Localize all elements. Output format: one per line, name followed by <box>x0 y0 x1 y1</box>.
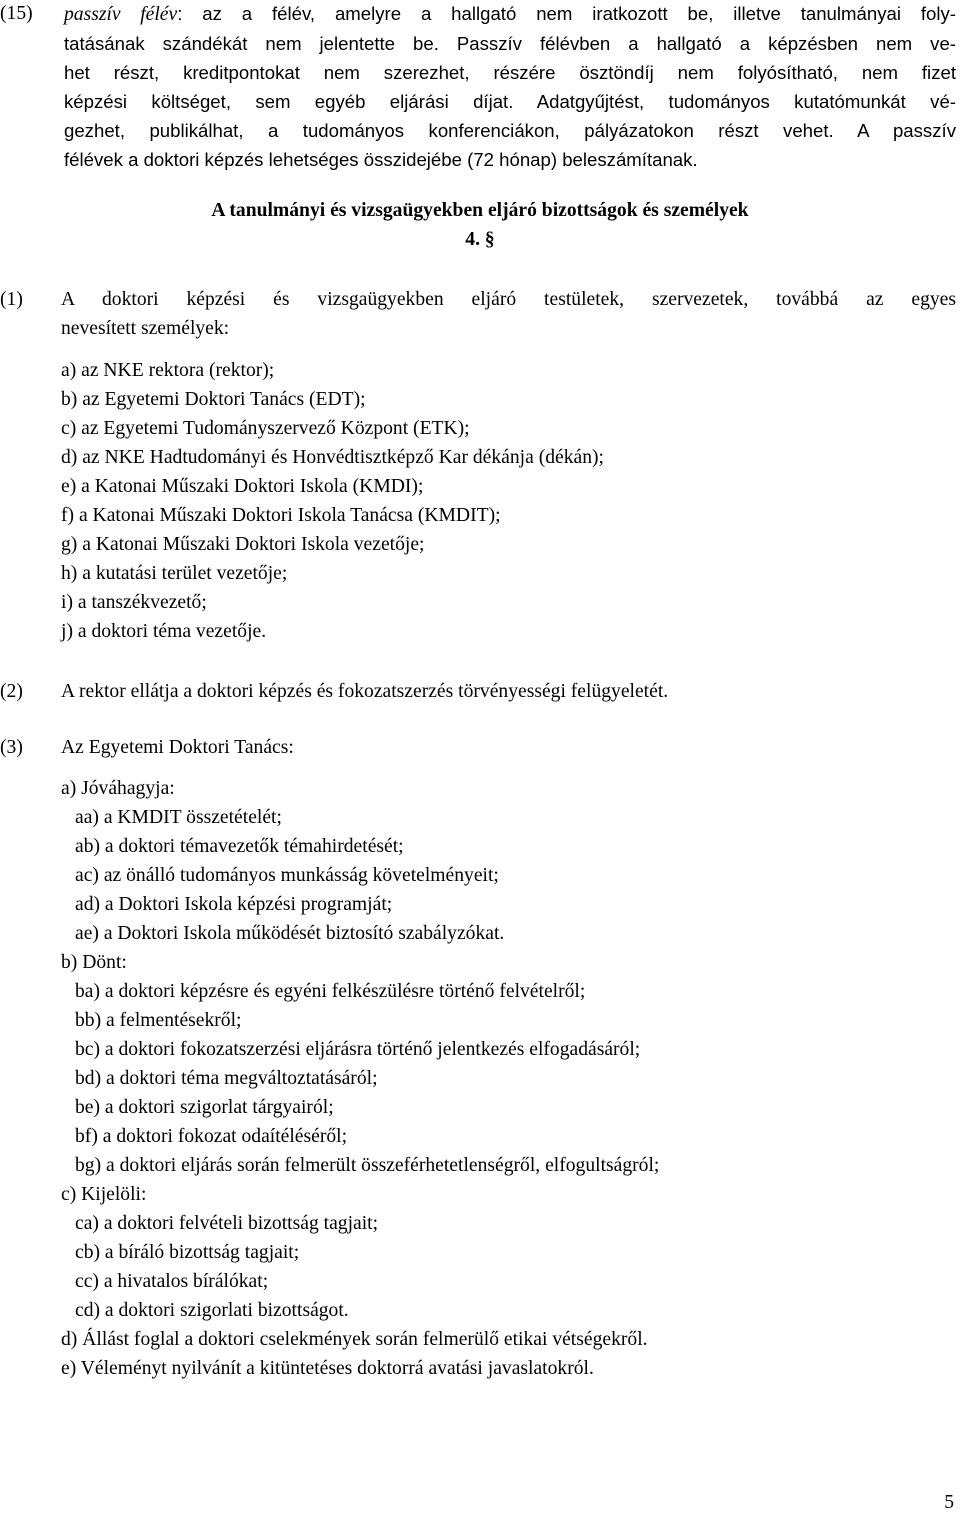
paragraph-line: gezhet, publikálhat, a tudományos konferenciákon, pályázatokon részt vehet. A passzív <box>64 120 956 141</box>
list-item: cb) a bíráló bizottság tagjait; <box>75 1242 300 1263</box>
list-item: j) a doktori téma vezetője. <box>61 621 267 642</box>
list-item: d) Állást foglal a doktori cselekmények során felmerülő etikai vétségekről. <box>61 1329 648 1350</box>
list-item: ac) az önálló tudományos munkásság követelményeit; <box>75 865 499 886</box>
paragraph-line: Az Egyetemi Doktori Tanács: <box>61 737 294 758</box>
list-item: e) Véleményt nyilvánít a kitüntetéses doktorrá avatási javaslatokról. <box>61 1358 594 1379</box>
list-item: e) a Katonai Műszaki Doktori Iskola (KMDI); <box>61 476 424 497</box>
page-number: 5 <box>944 1492 954 1513</box>
list-item: h) a kutatási terület vezetője; <box>61 563 288 584</box>
paragraph-number: (15) <box>0 3 33 24</box>
paragraph-number: (2) <box>0 681 23 702</box>
paragraph-line: A rektor ellátja a doktori képzés és fokozatszerzés törvényességi felügyeletét. <box>61 681 669 702</box>
paragraph-3 <box>0 733 956 762</box>
list-item: bf) a doktori fokozat odaítéléséről; <box>75 1126 348 1147</box>
defined-term: passzív félév <box>64 4 178 25</box>
paragraph-1 <box>0 285 956 343</box>
paragraph-line: nevesített személyek: <box>61 318 230 339</box>
list-item: a) az NKE rektora (rektor); <box>61 360 275 381</box>
section-heading: A tanulmányi és vizsgaügyekben eljáró bizottságok és személyek <box>211 200 749 221</box>
paragraph-2 <box>0 677 956 706</box>
list-item: ca) a doktori felvételi bizottság tagjait; <box>75 1213 379 1234</box>
paragraph-line: A doktori képzési és vizsgaügyekben eljáró testületek, szervezetek, továbbá az egyes <box>61 289 956 310</box>
list-item: aa) a KMDIT összetételét; <box>75 807 282 828</box>
body-list <box>61 774 659 1383</box>
paragraph-line: tatásának szándékát nem jelentette be. Passzív félévben a hallgató a képzésben nem ve- <box>64 33 956 54</box>
paragraph-number: (1) <box>0 289 23 310</box>
list-item: ad) a Doktori Iskola képzési programját; <box>75 894 393 915</box>
list-item: b) az Egyetemi Doktori Tanács (EDT); <box>61 389 366 410</box>
paragraph-number: (3) <box>0 737 23 758</box>
list-item: d) az NKE Hadtudományi és Honvédtisztképző Kar dékánja (dékán); <box>61 447 604 468</box>
list-item: ba) a doktori képzésre és egyéni felkészülésre történő felvételről; <box>75 981 586 1002</box>
paragraph-line: het részt, kreditpontokat nem szerezhet, részére ösztöndíj nem folyósítható, nem fizet <box>64 62 956 83</box>
list-item: cc) a hivatalos bírálókat; <box>75 1271 269 1292</box>
list-item: ae) a Doktori Iskola működését biztosító szabályzókat. <box>75 923 505 944</box>
list-item: a) Jóváhagyja: <box>61 778 175 799</box>
paragraph-15 <box>0 0 956 174</box>
list-item: i) a tanszékvezető; <box>61 592 207 613</box>
paragraph-line: félévek a doktori képzés lehetséges összidejébe (72 hónap) beleszámítanak. <box>64 149 698 170</box>
list-item: bb) a felmentésekről; <box>75 1010 242 1031</box>
list-item: bg) a doktori eljárás során felmerült összeférhetetlenségről, elfogultságról; <box>75 1155 660 1176</box>
list-item: f) a Katonai Műszaki Doktori Iskola Tanácsa (KMDIT); <box>61 505 501 526</box>
paragraph-line: : az a félév, amelyre a hallgató nem iratkozott be, illetve tanulmányai foly- <box>177 3 956 24</box>
list-item: bd) a doktori téma megváltoztatásáról; <box>75 1068 378 1089</box>
list-item: g) a Katonai Műszaki Doktori Iskola vezetője; <box>61 534 425 555</box>
list-item: be) a doktori szigorlat tárgyairól; <box>75 1097 334 1118</box>
section-number: 4. § <box>465 229 495 250</box>
paragraph-line: képzési költséget, sem egyéb eljárási díjat. Adatgyűjtést, tudományos kutatómunkát vé- <box>64 91 956 112</box>
list-item: ab) a doktori témavezetők témahirdetését; <box>75 836 404 857</box>
list-item: c) Kijelöli: <box>61 1184 147 1205</box>
list-item: c) az Egyetemi Tudományszervező Központ (ETK); <box>61 418 470 439</box>
list-item: b) Dönt: <box>61 952 127 973</box>
list-item: bc) a doktori fokozatszerzési eljárásra történő jelentkezés elfogadásáról; <box>75 1039 641 1060</box>
list-item: cd) a doktori szigorlati bizottságot. <box>75 1300 349 1321</box>
body-list <box>61 356 604 646</box>
